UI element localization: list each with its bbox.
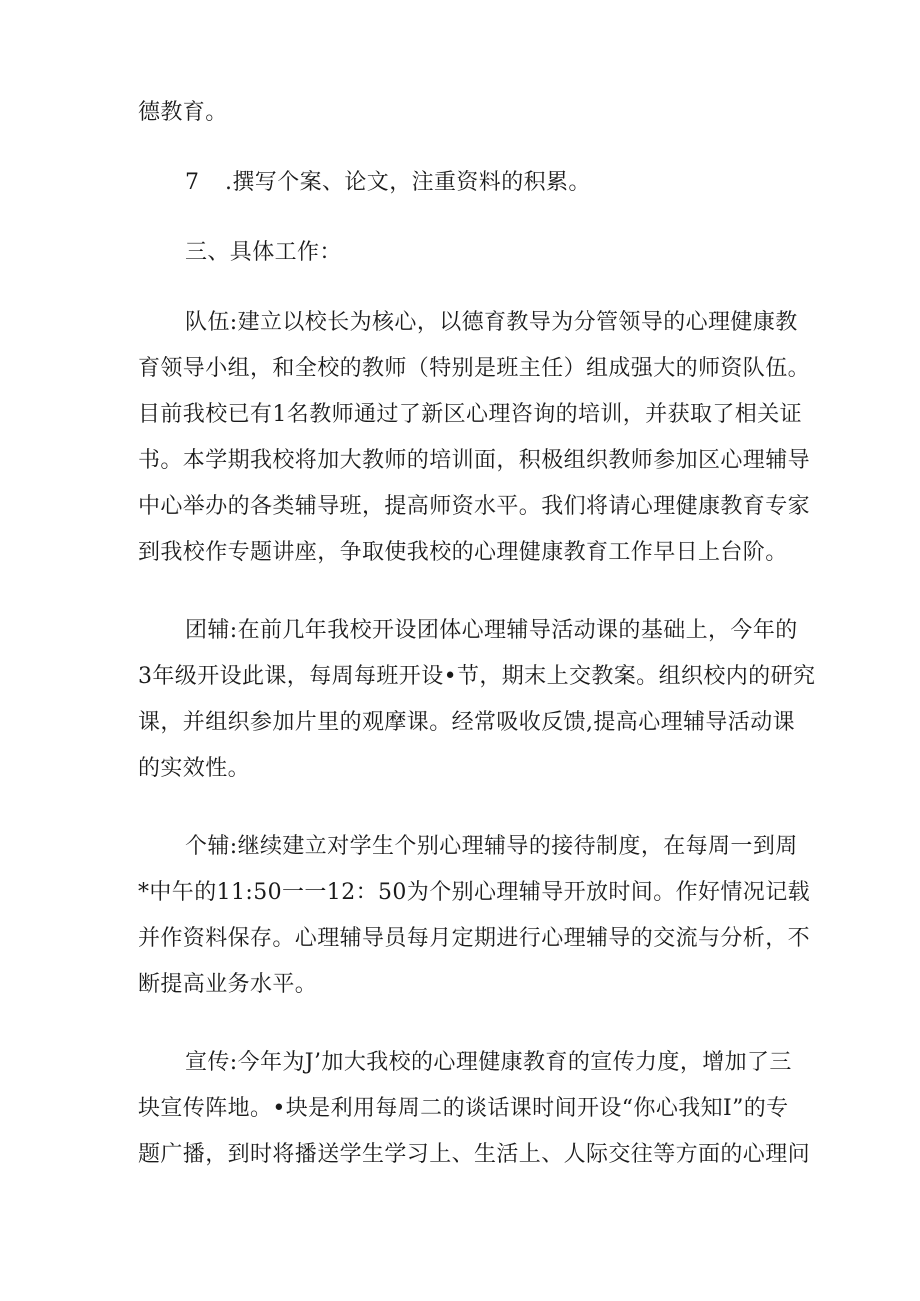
list-item-7 (185, 168, 788, 198)
paragraph-team-line: 队伍:建立以校长为核心，以德育教导为分管领导的心理健康教 (185, 310, 798, 335)
paragraph-team-line: 到我校作专题讲座，争取使我校的心理健康教育工作早日上台阶。 (138, 540, 788, 565)
paragraph-team-line: 育领导小组，和全校的教师（特别是班主任）组成强大的师资队伍。 (138, 356, 811, 381)
paragraph-team-line: 目前我校已有1名教师通过了新区心理咨询的培训，并获取了相关证 (138, 402, 802, 427)
item-text: .撰写个案、论文，注重资料的积累。 (225, 170, 591, 195)
paragraph-team-line: 中心举办的各类辅导班，提高师资水平。我们将请心理健康教育专家 (138, 494, 811, 519)
text-line: 德教育。 (138, 100, 228, 125)
item-number: 7 (185, 170, 200, 195)
paragraph-individual-line: 断提高业务水平。 (138, 972, 318, 997)
paragraph-publicity-line: 题广播，到时将播送学生学习上、生活上、人际交往等方面的心理问 (138, 1142, 811, 1167)
paragraph-publicity-line: 宣传:今年为J’加大我校的心理健康教育的宣传力度，增加了三 (185, 1050, 792, 1075)
paragraph-group-line: 团辅:在前几年我校开设团体心理辅导活动课的基础上，今年的 (185, 618, 798, 643)
paragraph-individual-line: *中午的11:50一一12：50为个别心理辅导开放时间。作好情况记载 (138, 880, 810, 905)
paragraph-group-line: 的实效性。 (138, 756, 251, 781)
paragraph-group-line: 课，并组织参加片里的观摩课。经常吸收反馈,提高心理辅导活动课 (138, 710, 795, 735)
paragraph-group-line: 3年级开设此课，每周每班开设•节，期末上交教案。组织校内的研究 (138, 664, 816, 689)
paragraph-team-line: 书。本学期我校将加大教师的培训面，积极组织教师参加区心理辅导 (138, 448, 811, 473)
paragraph-individual-line: 个辅:继续建立对学生个别心理辅导的接待制度，在每周一到周 (185, 834, 798, 859)
section-heading: 三、具体工作： (185, 240, 342, 265)
paragraph-individual-line: 并作资料保存。心理辅导员每月定期进行心理辅导的交流与分析，不 (138, 926, 811, 951)
paragraph-publicity-line: 块宣传阵地。•块是利用每周二的谈话课时间开设“你心我知I”的专 (138, 1096, 789, 1121)
